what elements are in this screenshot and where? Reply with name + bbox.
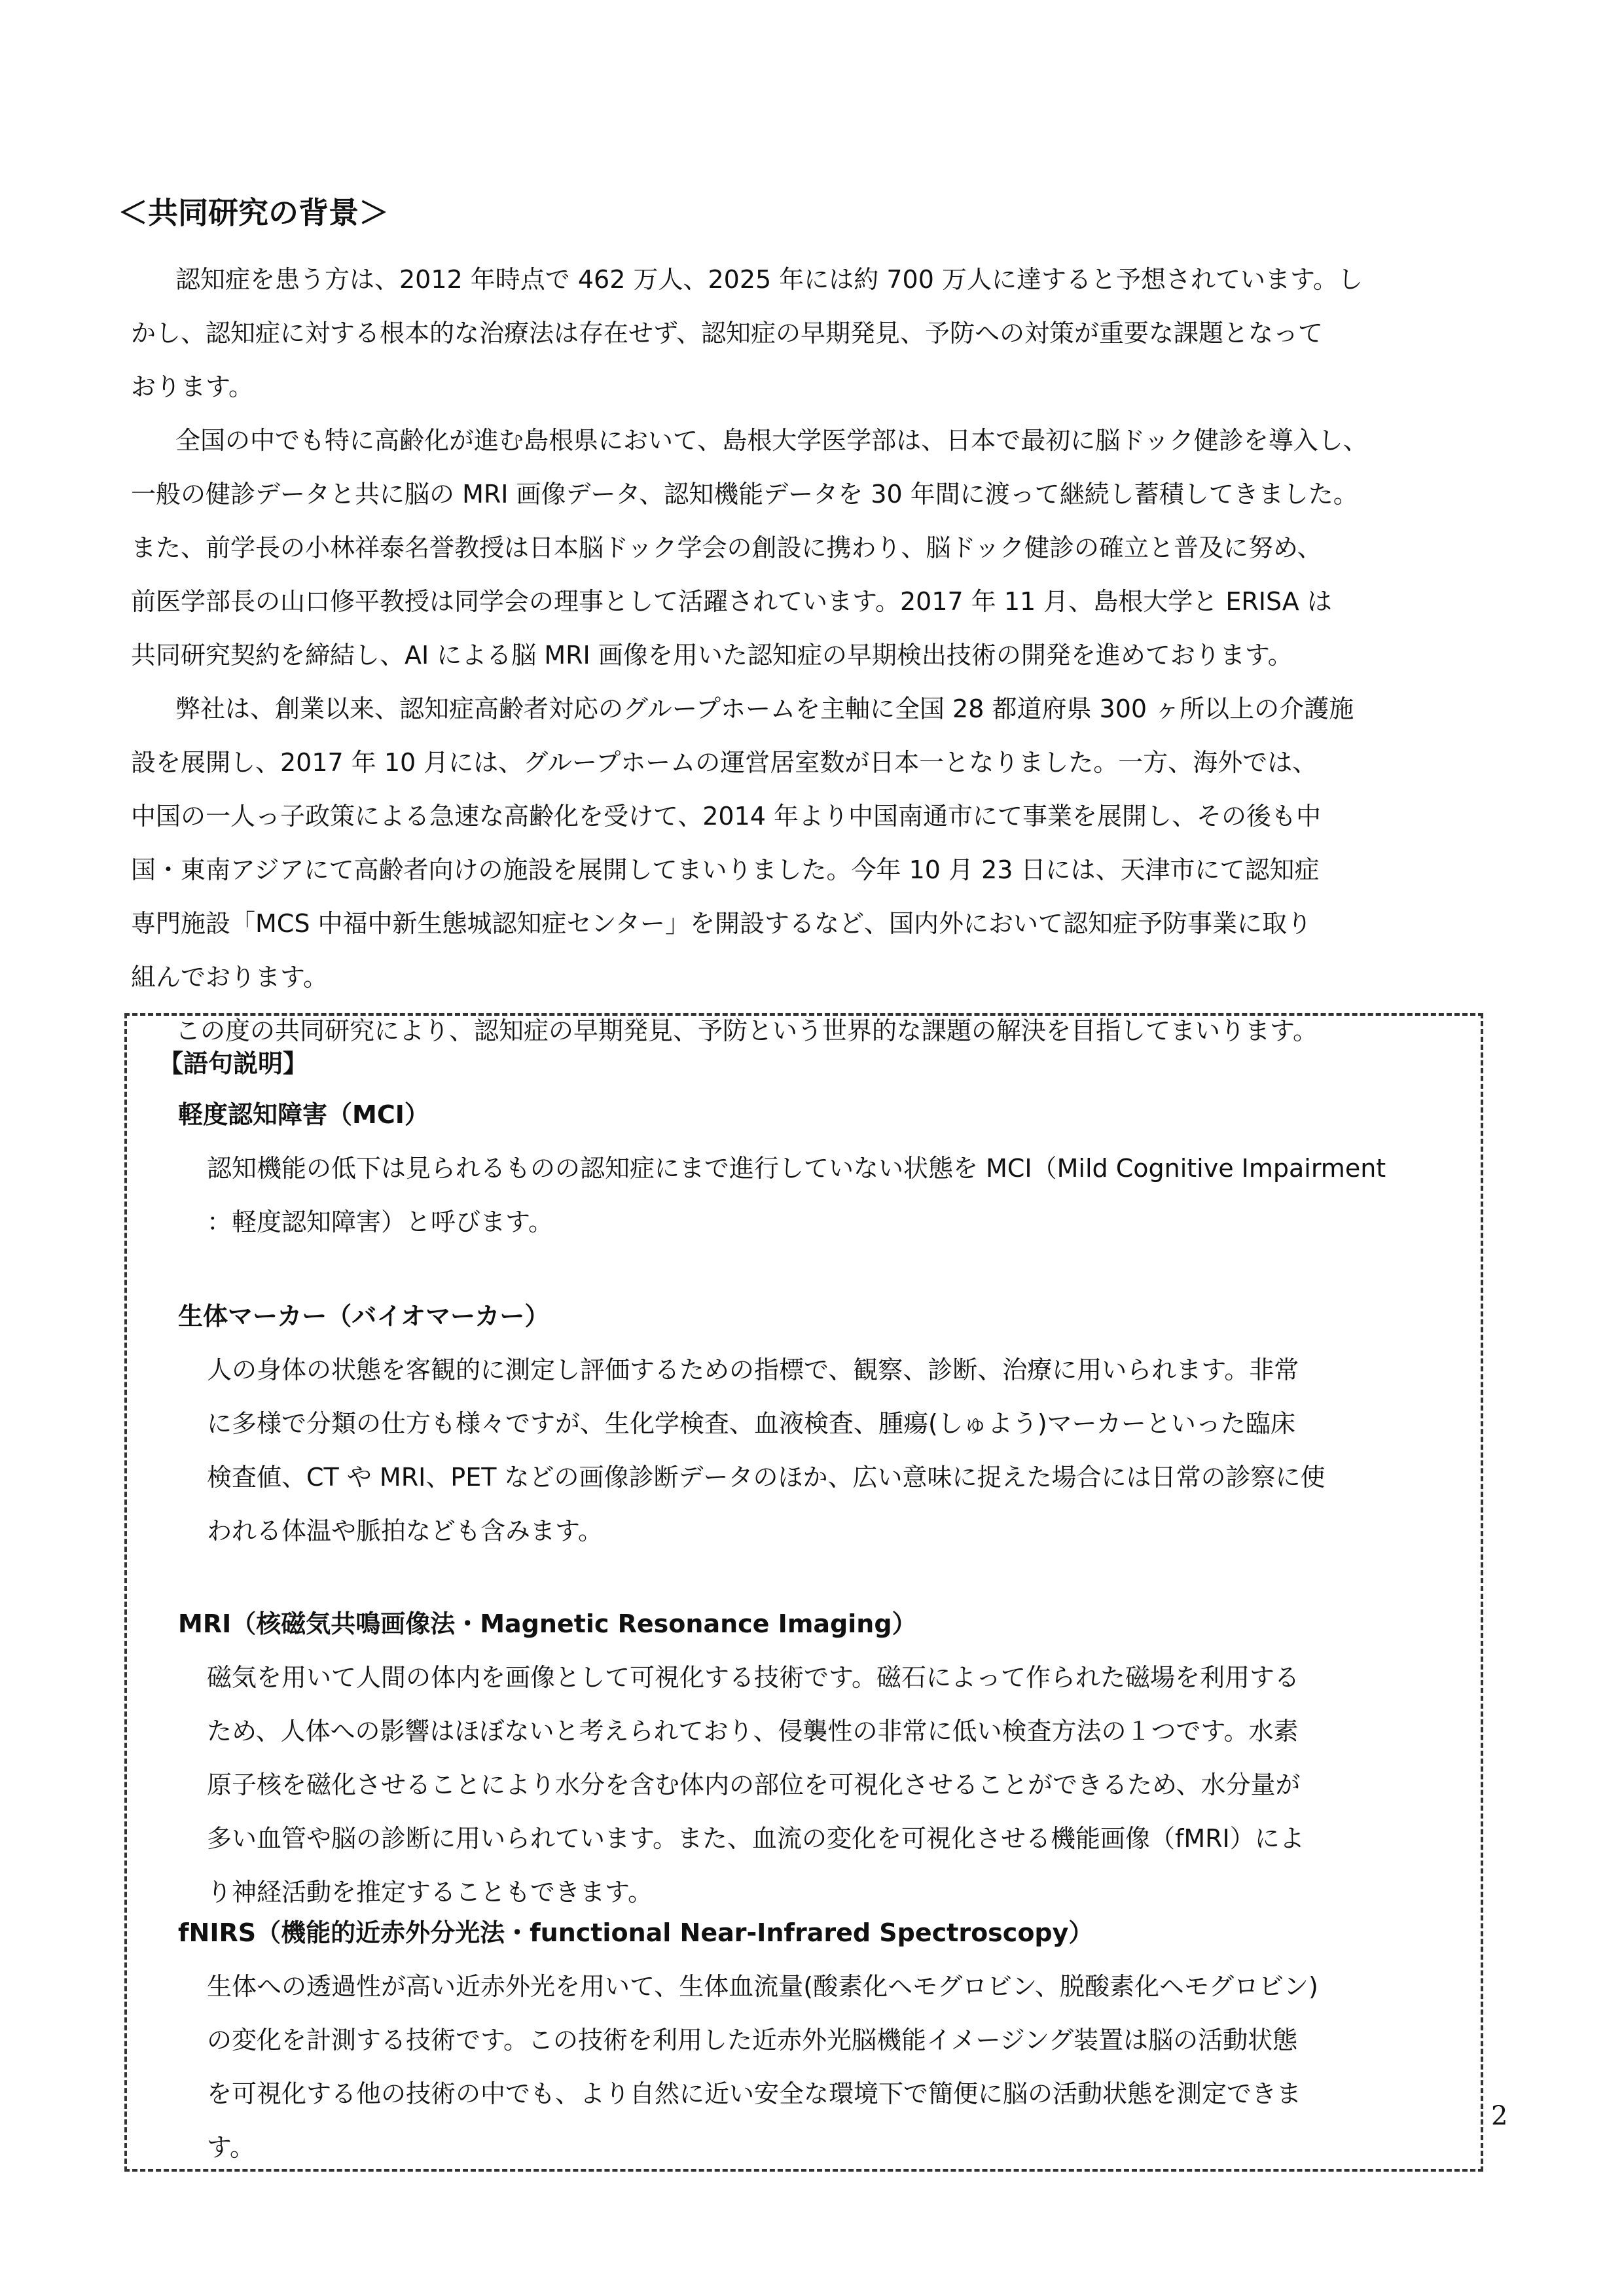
body-line: かし、認知症に対する根本的な治療法は存在せず、認知症の早期発見、予防への対策が重要な課題となって xyxy=(131,319,1323,348)
definition-line: 原子核を磁化させることにより水分を含む体内の部位を可視化させることができるため、水分量が xyxy=(207,1770,1301,1799)
definition-line: 生体への透過性が高い近赤外光を用いて、生体血流量(酸素化ヘモグロビン、脱酸素化ヘモグロビン) xyxy=(207,1972,1318,2001)
definition-line: ため、人体への影響はほぼないと考えられており、侵襲性の非常に低い検査方法の１つです。水素 xyxy=(207,1717,1299,1746)
term-definition xyxy=(178,1141,1461,1249)
definition-line: 多い血管や脳の診断に用いられています。また、血流の変化を可視化させる機能画像（fMRI）によ xyxy=(207,1824,1305,1853)
definition-line: 認知機能の低下は見られるものの認知症にまで進行していない状態を MCI（Mild Cognitive Impairment xyxy=(207,1154,1386,1183)
glossary-term-mri xyxy=(178,1597,1461,1919)
term-name: 生体マーカー（バイオマーカー） xyxy=(178,1302,550,1331)
definition-line: に多様で分類の仕方も様々ですが、生化学検査、血液検査、腫瘍(しゅよう)マーカーといった臨床 xyxy=(207,1409,1295,1438)
body-text xyxy=(131,253,1519,1058)
body-line: 国・東南アジアにて高齢者向けの施設を展開してまいりました。今年 10 月 23 日には、天津市にて認知症 xyxy=(131,855,1320,884)
body-line: 一般の健診データと共に脳の MRI 画像データ、認知機能データを 30 年間に渡って継続し蓄積してきました。 xyxy=(131,480,1358,509)
body-line: 弊社は、創業以来、認知症高齢者対応のグループホームを主軸に全国 28 都道府県 300 ヶ所以上の介護施 xyxy=(175,694,1354,723)
term-definition xyxy=(178,1960,1461,2174)
body-line: 全国の中でも特に高齢化が進む島根県において、島根大学医学部は、日本で最初に脳ドック健診を導入し、 xyxy=(175,426,1368,455)
glossary-term-fnirs xyxy=(178,1906,1461,2174)
body-line: 認知症を患う方は、2012 年時点で 462 万人、2025 年には約 700 万人に達すると予想されています。し xyxy=(175,265,1363,294)
body-line: おります。 xyxy=(131,372,253,401)
term-name: MRI（核磁気共鳴画像法・Magnetic Resonance Imaging） xyxy=(178,1609,917,1638)
body-line: また、前学長の小林祥泰名誉教授は日本脳ドック学会の創設に携わり、脳ドック健診の確立と普及に努め、 xyxy=(131,533,1322,562)
definition-line: の変化を計測する技術です。この技術を利用した近赤外光脳機能イメージング装置は脳の活動状態 xyxy=(207,2026,1298,2054)
definition-line: われる体温や脈拍なども含みます。 xyxy=(207,1516,603,1545)
term-name: 軽度認知障害（MCI） xyxy=(178,1100,429,1129)
body-line: 組んでおります。 xyxy=(131,963,328,992)
body-line: 前医学部長の山口修平教授は同学会の理事として活躍されています。2017 年 11 月、島根大学と ERISA は xyxy=(131,587,1332,616)
definition-line: 人の身体の状態を客観的に測定し評価するための指標で、観察、診断、治療に用いられます。非常 xyxy=(207,1355,1299,1384)
term-name: fNIRS（機能的近赤外分光法・functional Near-Infrared Spectroscopy） xyxy=(178,1918,1094,1947)
definition-line: り神経活動を推定することもできます。 xyxy=(207,1878,653,1907)
section-heading: ＜共同研究の背景＞ xyxy=(118,195,389,230)
definition-line: す。 xyxy=(207,2133,255,2162)
body-line: 共同研究契約を締結し、AI による脳 MRI 画像を用いた認知症の早期検出技術の開発を進めております。 xyxy=(131,641,1293,670)
definition-line: ：軽度認知障害）と呼びます。 xyxy=(207,1208,553,1236)
body-line: この度の共同研究により、認知症の早期発見、予防という世界的な課題の解決を目指してまいります。 xyxy=(175,1016,1318,1045)
definition-line: 磁気を用いて人間の体内を画像として可視化する技術です。磁石によって作られた磁場を利用する xyxy=(207,1663,1299,1692)
term-definition xyxy=(178,1343,1461,1558)
definition-line: 検査値、CT や MRI、PET などの画像診断データのほか、広い意味に捉えた場合には日常の診察に使 xyxy=(207,1463,1326,1492)
glossary-term-mci xyxy=(178,1088,1461,1249)
body-line: 中国の一人っ子政策による急速な高齢化を受けて、2014 年より中国南通市にて事業を展開し、その後も中 xyxy=(131,802,1322,831)
body-line: 設を展開し、2017 年 10 月には、グループホームの運営居室数が日本一となりました。一方、海外では、 xyxy=(131,748,1318,777)
glossary-term-biomarker xyxy=(178,1289,1461,1558)
page-number: 2 xyxy=(1491,2101,1508,2131)
definition-line: を可視化する他の技術の中でも、より自然に近い安全な環境下で簡便に脳の活動状態を測定できま xyxy=(207,2079,1302,2108)
glossary-box xyxy=(124,1013,1483,2172)
term-definition xyxy=(178,1651,1461,1919)
glossary-title: 【語句説明】 xyxy=(158,1049,308,1078)
body-line: 専門施設「MCS 中福中新生態城認知症センター」を開設するなど、国内外において認知症予防事業に取り xyxy=(131,909,1312,938)
